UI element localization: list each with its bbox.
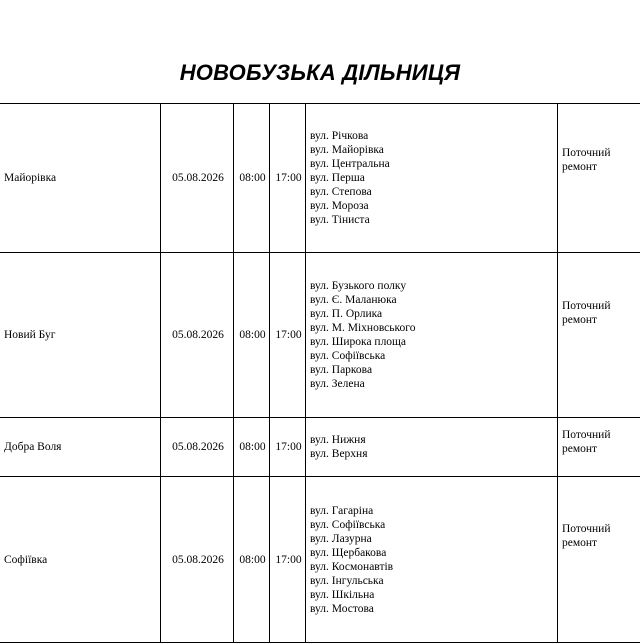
start-time-cell: 08:00 (234, 477, 270, 643)
street-item: вул. Щербакова (310, 546, 555, 560)
village-name: Новий Буг (0, 253, 161, 418)
streets-cell (306, 253, 558, 418)
street-item: вул. П. Орлика (310, 307, 555, 321)
street-item: вул. Річкова (310, 129, 555, 143)
work-type-line: ремонт (562, 313, 639, 327)
date-cell: 05.08.2026 (161, 418, 234, 477)
street-item: вул. Верхня (310, 447, 555, 461)
date-cell: 05.08.2026 (161, 477, 234, 643)
street-item: вул. Майорівка (310, 143, 555, 157)
start-time-cell: 08:00 (234, 418, 270, 477)
end-time-cell: 17:00 (270, 253, 306, 418)
work-type-cell (558, 104, 640, 253)
work-type-line: Поточний (562, 146, 639, 160)
street-item: вул. Лазурна (310, 532, 555, 546)
street-item: вул. Бузького полку (310, 279, 555, 293)
street-item: вул. Мороза (310, 199, 555, 213)
date-cell: 05.08.2026 (161, 104, 234, 253)
streets-cell (306, 477, 558, 643)
table-row (0, 477, 640, 643)
page-title: НОВОБУЗЬКА ДІЛЬНИЦЯ (0, 60, 640, 86)
date-cell: 05.08.2026 (161, 253, 234, 418)
street-item: вул. Зелена (310, 377, 555, 391)
street-item: вул. Шкільна (310, 588, 555, 602)
work-type-line: Поточний (562, 428, 639, 442)
street-item: вул. Є. Маланюка (310, 293, 555, 307)
street-item: вул. Мостова (310, 602, 555, 616)
start-time-cell: 08:00 (234, 104, 270, 253)
street-item: вул. Тіниста (310, 213, 555, 227)
table-row (0, 418, 640, 477)
street-item: вул. Широка площа (310, 335, 555, 349)
work-type-line: ремонт (562, 160, 639, 174)
end-time-cell: 17:00 (270, 477, 306, 643)
village-name: Софіївка (0, 477, 161, 643)
outage-schedule-table (0, 103, 640, 643)
street-item: вул. Паркова (310, 363, 555, 377)
work-type-line: Поточний (562, 522, 639, 536)
street-item: вул. Степова (310, 185, 555, 199)
street-item: вул. Нижня (310, 433, 555, 447)
street-item: вул. Перша (310, 171, 555, 185)
streets-cell (306, 104, 558, 253)
work-type-line: Поточний (562, 299, 639, 313)
street-item: вул. М. Міхновського (310, 321, 555, 335)
table-row (0, 253, 640, 418)
start-time-cell: 08:00 (234, 253, 270, 418)
work-type-line: ремонт (562, 536, 639, 550)
work-type-line: ремонт (562, 442, 639, 456)
street-item: вул. Інгульська (310, 574, 555, 588)
work-type-cell (558, 477, 640, 643)
end-time-cell: 17:00 (270, 104, 306, 253)
village-name: Майорівка (0, 104, 161, 253)
street-item: вул. Центральна (310, 157, 555, 171)
table-row (0, 104, 640, 253)
work-type-cell (558, 253, 640, 418)
streets-cell (306, 418, 558, 477)
work-type-cell (558, 418, 640, 477)
street-item: вул. Космонавтів (310, 560, 555, 574)
street-item: вул. Софіївська (310, 349, 555, 363)
street-item: вул. Софіївська (310, 518, 555, 532)
street-item: вул. Гагаріна (310, 504, 555, 518)
end-time-cell: 17:00 (270, 418, 306, 477)
village-name: Добра Воля (0, 418, 161, 477)
